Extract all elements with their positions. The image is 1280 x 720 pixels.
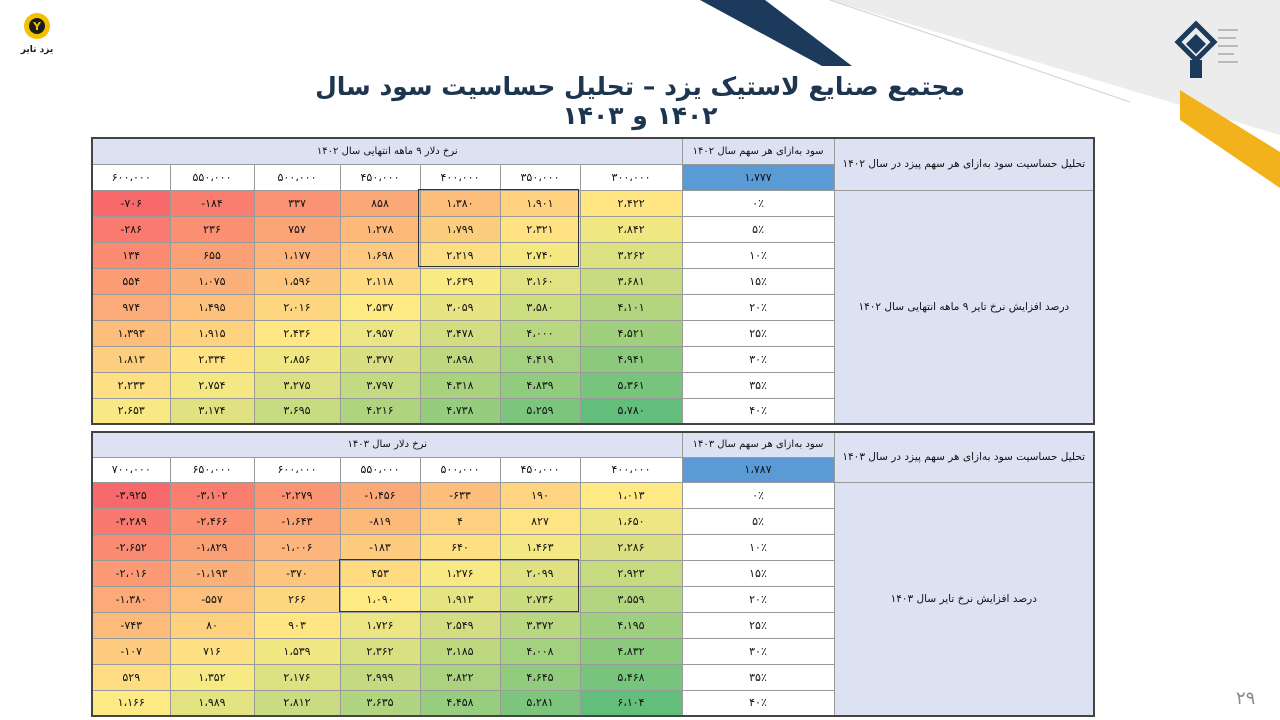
table-cell: ۴،۰۰۰	[500, 320, 580, 346]
table-cell: -۳۷۰	[254, 560, 340, 586]
table-cell: ۶،۱۰۴	[580, 690, 682, 716]
table-cell: ۲،۵۳۷	[340, 294, 420, 320]
table-cell: ۱،۶۹۸	[340, 242, 420, 268]
table-cell: ۴،۴۵۸	[420, 690, 500, 716]
table-cell: -۱،۴۵۶	[340, 482, 420, 508]
table-cell: -۲،۶۵۲	[92, 534, 170, 560]
table-cell: -۱۰۷	[92, 638, 170, 664]
table-cell: ۱،۷۹۹	[420, 216, 500, 242]
row-header: درصد افزایش نرخ تایر سال ۱۴۰۳	[834, 482, 1094, 716]
percent-label: ۴۰٪	[682, 690, 834, 716]
table-cell: -۸۱۹	[340, 508, 420, 534]
percent-label: ۱۰٪	[682, 242, 834, 268]
table-cell: ۲،۴۳۶	[254, 320, 340, 346]
table-cell: ۳۳۷	[254, 190, 340, 216]
table-cell: -۲،۴۶۶	[170, 508, 254, 534]
table-cell: -۲،۲۷۹	[254, 482, 340, 508]
column-header: ۶۰۰،۰۰۰	[92, 164, 170, 190]
table-cell: ۴،۴۱۹	[500, 346, 580, 372]
table-cell: ۳،۴۷۸	[420, 320, 500, 346]
table-cell: -۲۸۶	[92, 216, 170, 242]
table-cell: ۴،۹۴۱	[580, 346, 682, 372]
eps-header: سود به‌ازای هر سهم سال ۱۴۰۳	[682, 432, 834, 457]
table-row	[92, 190, 1094, 216]
table-cell: ۳،۲۶۲	[580, 242, 682, 268]
table-cell: ۱،۲۷۶	[420, 560, 500, 586]
slide-title: مجتمع صنایع لاستیک یزد – تحلیل حساسیت سود سال ۱۴۰۲ و ۱۴۰۳	[315, 72, 965, 130]
table-cell: ۲،۹۵۷	[340, 320, 420, 346]
table-cell: ۲،۰۱۶	[254, 294, 340, 320]
table-cell: ۴	[420, 508, 500, 534]
table-cell: ۴،۰۰۸	[500, 638, 580, 664]
table-cell: ۵،۷۸۰	[580, 398, 682, 424]
table-cell: ۴،۶۴۵	[500, 664, 580, 690]
table-cell: ۲۳۶	[170, 216, 254, 242]
table-cell: ۳،۸۲۲	[420, 664, 500, 690]
table-cell: ۱،۰۷۵	[170, 268, 254, 294]
table-cell: ۴۵۳	[340, 560, 420, 586]
table-cell: ۱،۵۹۶	[254, 268, 340, 294]
table-cell: -۷۴۳	[92, 612, 170, 638]
percent-label: ۵٪	[682, 508, 834, 534]
table-cell: ۲،۸۵۶	[254, 346, 340, 372]
percent-label: ۰٪	[682, 190, 834, 216]
table-cell: ۷۱۶	[170, 638, 254, 664]
table-cell: ۳،۶۸۱	[580, 268, 682, 294]
row-header: درصد افزایش نرخ تایر ۹ ماهه انتهایی سال ۱۴۰۲	[834, 190, 1094, 424]
percent-label: ۳۵٪	[682, 372, 834, 398]
table-cell: ۱،۳۵۲	[170, 664, 254, 690]
table-cell: ۱،۴۹۵	[170, 294, 254, 320]
table-cell: ۲،۶۵۳	[92, 398, 170, 424]
percent-label: ۲۰٪	[682, 294, 834, 320]
sensitivity-table-1402	[91, 137, 1095, 425]
table-cell: ۳،۶۹۵	[254, 398, 340, 424]
table-cell: ۱،۴۶۳	[500, 534, 580, 560]
table-cell: ۳،۸۹۸	[420, 346, 500, 372]
table-cell: ۱،۹۸۹	[170, 690, 254, 716]
organization-logo	[1168, 20, 1242, 84]
dollar-rate-header: نرخ دلار ۹ ماهه انتهایی سال ۱۴۰۲	[92, 138, 682, 164]
table-cell: -۱،۶۴۳	[254, 508, 340, 534]
table-cell: ۹۷۴	[92, 294, 170, 320]
table-cell: ۲،۹۹۹	[340, 664, 420, 690]
logo-text: یزد تایر	[20, 45, 54, 55]
percent-label: ۱۵٪	[682, 560, 834, 586]
table-row	[92, 482, 1094, 508]
table-cell: ۴،۵۲۱	[580, 320, 682, 346]
eps-header: سود به‌ازای هر سهم سال ۱۴۰۲	[682, 138, 834, 164]
table-cell: ۲،۵۴۹	[420, 612, 500, 638]
table-cell: ۲،۳۶۲	[340, 638, 420, 664]
column-header: ۴۰۰،۰۰۰	[420, 164, 500, 190]
table-cell: ۲،۰۹۹	[500, 560, 580, 586]
table-cell: ۱،۰۹۰	[340, 586, 420, 612]
table-cell: ۲،۹۲۳	[580, 560, 682, 586]
table-cell: -۳،۹۲۵	[92, 482, 170, 508]
table-cell: ۴،۱۰۱	[580, 294, 682, 320]
table-cell: ۵،۲۸۱	[500, 690, 580, 716]
table-cell: ۳،۵۵۹	[580, 586, 682, 612]
table-cell: ۲،۱۷۶	[254, 664, 340, 690]
column-header: ۴۵۰،۰۰۰	[340, 164, 420, 190]
column-header: ۴۵۰،۰۰۰	[500, 457, 580, 482]
sensitivity-table-1403	[91, 431, 1095, 717]
table-cell: ۲،۷۳۶	[500, 586, 580, 612]
percent-label: ۲۰٪	[682, 586, 834, 612]
percent-label: ۲۵٪	[682, 612, 834, 638]
column-header: ۳۰۰،۰۰۰	[580, 164, 682, 190]
table-cell: ۳،۷۹۷	[340, 372, 420, 398]
table-cell: ۲،۳۳۴	[170, 346, 254, 372]
column-header: ۷۰۰،۰۰۰	[92, 457, 170, 482]
table-cell: ۱،۷۲۶	[340, 612, 420, 638]
table-cell: ۳،۰۵۹	[420, 294, 500, 320]
column-header: ۵۵۰،۰۰۰	[170, 164, 254, 190]
eps-value: ۱،۷۸۷	[682, 457, 834, 482]
table-cell: -۱،۱۹۳	[170, 560, 254, 586]
table-cell: ۱،۰۱۳	[580, 482, 682, 508]
percent-label: ۱۰٪	[682, 534, 834, 560]
table-cell: -۲،۰۱۶	[92, 560, 170, 586]
company-logo	[6, 10, 68, 56]
table-cell: ۵۵۴	[92, 268, 170, 294]
eps-value: ۱،۷۷۷	[682, 164, 834, 190]
table-cell: -۳،۲۸۹	[92, 508, 170, 534]
table-cell: ۲،۲۳۳	[92, 372, 170, 398]
table-cell: ۱،۳۸۰	[420, 190, 500, 216]
percent-label: ۲۵٪	[682, 320, 834, 346]
table-cell: ۴،۷۳۸	[420, 398, 500, 424]
table-cell: ۲،۸۱۲	[254, 690, 340, 716]
table-cell: ۲،۴۲۲	[580, 190, 682, 216]
table-cell: ۲۶۶	[254, 586, 340, 612]
table-cell: ۱،۶۵۰	[580, 508, 682, 534]
table-cell: ۲،۳۲۱	[500, 216, 580, 242]
table-cell: ۲،۷۵۴	[170, 372, 254, 398]
table-cell: ۱۹۰	[500, 482, 580, 508]
table-cell: ۱۳۴	[92, 242, 170, 268]
column-header: ۴۰۰،۰۰۰	[580, 457, 682, 482]
column-header: ۵۵۰،۰۰۰	[340, 457, 420, 482]
table-cell: ۳،۶۳۵	[340, 690, 420, 716]
table-cell: ۸۰	[170, 612, 254, 638]
table-cell: ۳،۱۶۰	[500, 268, 580, 294]
percent-label: ۰٪	[682, 482, 834, 508]
table-cell: ۲،۱۱۸	[340, 268, 420, 294]
percent-label: ۴۰٪	[682, 398, 834, 424]
table-cell: ۹۰۳	[254, 612, 340, 638]
table-cell: ۳،۱۸۵	[420, 638, 500, 664]
table-cell: ۱،۲۷۸	[340, 216, 420, 242]
table-cell: ۱،۸۱۳	[92, 346, 170, 372]
column-header: ۶۵۰،۰۰۰	[170, 457, 254, 482]
table-cell: ۶۴۰	[420, 534, 500, 560]
column-header: ۵۰۰،۰۰۰	[254, 164, 340, 190]
table-cell: ۵،۲۵۹	[500, 398, 580, 424]
table-title: تحلیل حساسیت سود به‌ازای هر سهم پیزد در سال ۱۴۰۳	[834, 432, 1094, 482]
table-cell: ۱،۹۱۳	[420, 586, 500, 612]
table-cell: ۲،۸۴۲	[580, 216, 682, 242]
page-number: ۲۹	[1236, 688, 1256, 709]
table-cell: -۷۰۶	[92, 190, 170, 216]
table-cell: ۴،۱۹۵	[580, 612, 682, 638]
table-cell: ۵،۴۶۸	[580, 664, 682, 690]
dollar-rate-header: نرخ دلار سال ۱۴۰۳	[92, 432, 682, 457]
table-cell: ۴،۳۱۸	[420, 372, 500, 398]
table-cell: ۱،۳۹۳	[92, 320, 170, 346]
percent-label: ۳۵٪	[682, 664, 834, 690]
table-cell: ۱،۱۷۷	[254, 242, 340, 268]
table-cell: ۷۵۷	[254, 216, 340, 242]
column-header: ۶۰۰،۰۰۰	[254, 457, 340, 482]
table-cell: -۱،۰۰۶	[254, 534, 340, 560]
percent-label: ۵٪	[682, 216, 834, 242]
table-cell: ۵،۳۶۱	[580, 372, 682, 398]
table-cell: -۱،۳۸۰	[92, 586, 170, 612]
table-cell: -۱۸۴	[170, 190, 254, 216]
percent-label: ۳۰٪	[682, 346, 834, 372]
percent-label: ۳۰٪	[682, 638, 834, 664]
table-cell: ۳،۳۷۷	[340, 346, 420, 372]
table-cell: -۶۳۳	[420, 482, 500, 508]
table-cell: ۸۵۸	[340, 190, 420, 216]
table-cell: ۳،۲۷۵	[254, 372, 340, 398]
table-cell: ۲،۲۱۹	[420, 242, 500, 268]
column-header: ۳۵۰،۰۰۰	[500, 164, 580, 190]
table-cell: ۴،۸۳۲	[580, 638, 682, 664]
table-cell: -۳،۱۰۲	[170, 482, 254, 508]
table-cell: ۴،۲۱۶	[340, 398, 420, 424]
column-header: ۵۰۰،۰۰۰	[420, 457, 500, 482]
table-cell: ۸۲۷	[500, 508, 580, 534]
table-cell: ۲،۲۸۶	[580, 534, 682, 560]
table-cell: -۱۸۳	[340, 534, 420, 560]
table-cell: ۲،۶۳۹	[420, 268, 500, 294]
table-cell: ۱،۵۳۹	[254, 638, 340, 664]
table-cell: ۴،۸۳۹	[500, 372, 580, 398]
table-cell: ۳،۳۷۲	[500, 612, 580, 638]
table-cell: ۲،۷۴۰	[500, 242, 580, 268]
table-cell: ۱،۱۶۶	[92, 690, 170, 716]
svg-text:Y: Y	[33, 20, 41, 33]
table-cell: -۵۵۷	[170, 586, 254, 612]
percent-label: ۱۵٪	[682, 268, 834, 294]
table-title: تحلیل حساسیت سود به‌ازای هر سهم پیزد در سال ۱۴۰۲	[834, 138, 1094, 190]
table-cell: ۱،۹۰۱	[500, 190, 580, 216]
table-cell: ۵۲۹	[92, 664, 170, 690]
table-cell: ۳،۱۷۴	[170, 398, 254, 424]
table-cell: ۱،۹۱۵	[170, 320, 254, 346]
table-cell: ۳،۵۸۰	[500, 294, 580, 320]
table-cell: -۱،۸۲۹	[170, 534, 254, 560]
table-cell: ۶۵۵	[170, 242, 254, 268]
